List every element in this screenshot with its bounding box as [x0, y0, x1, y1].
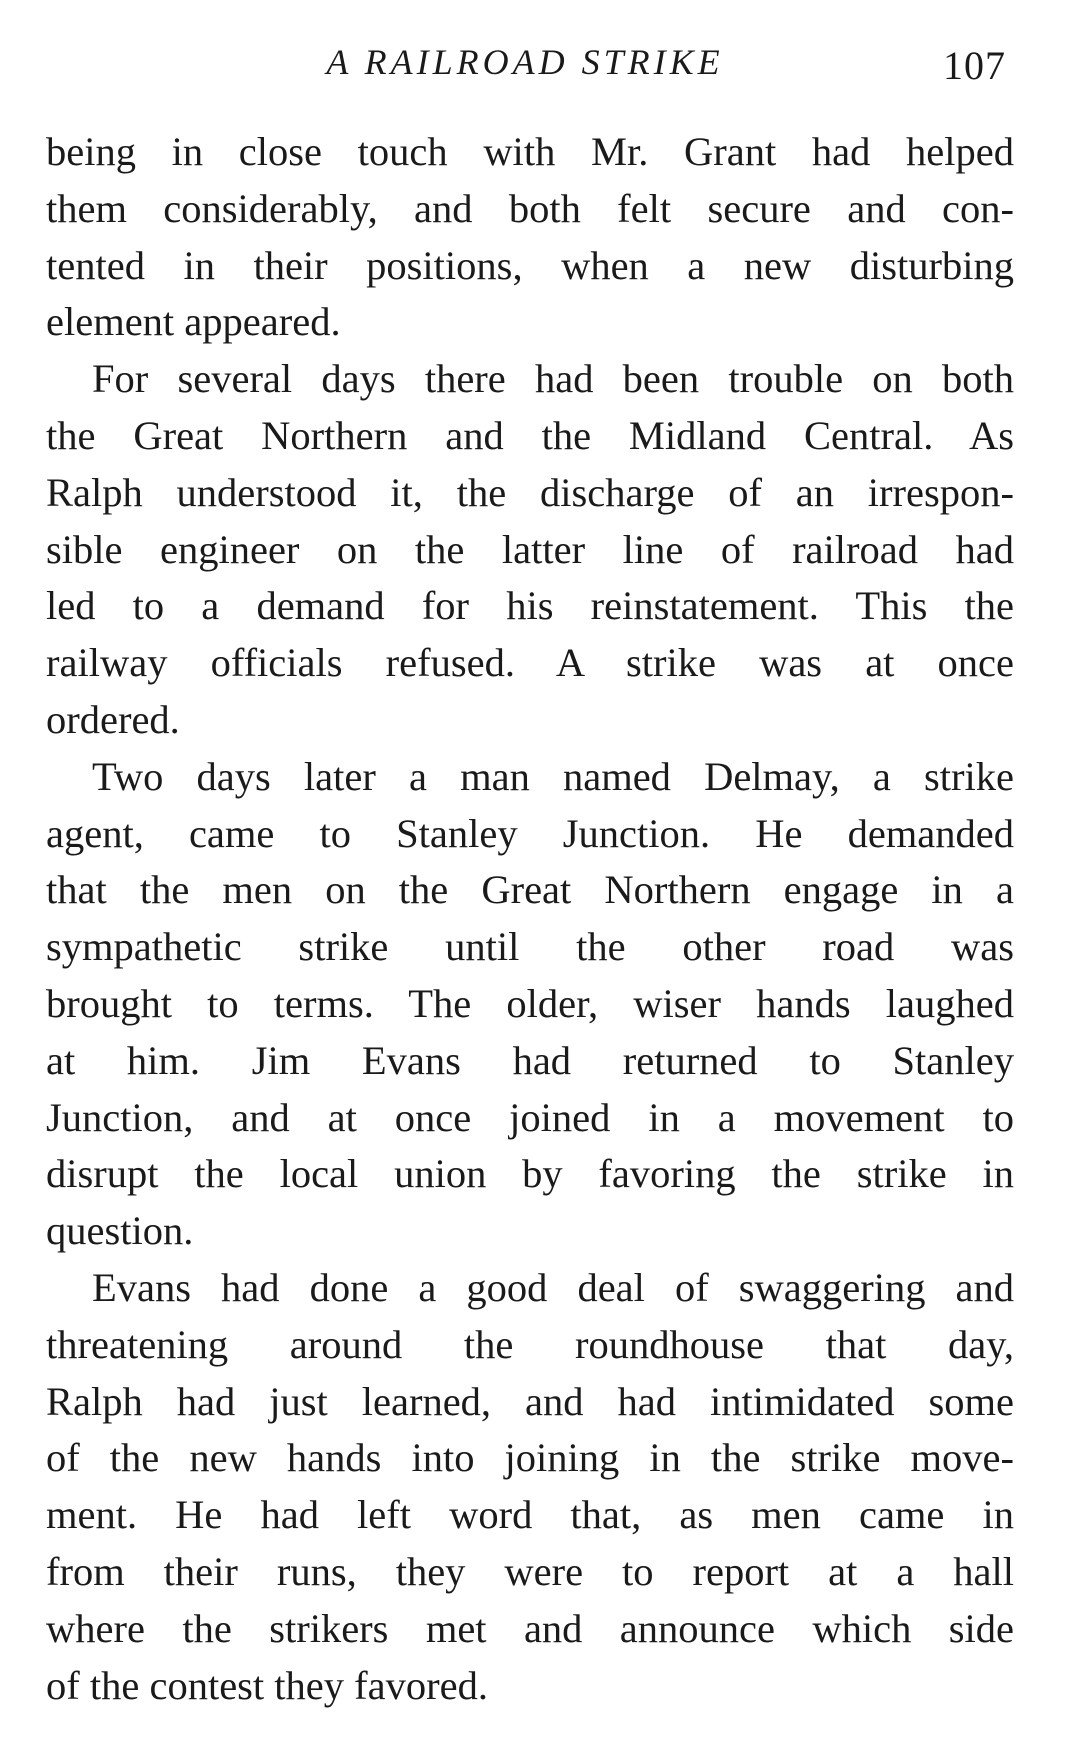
text-line: the Great Northern and the Midland Central. As: [46, 412, 1014, 458]
text-line: For several days there had been trouble on both: [92, 356, 1014, 402]
text-line: Ralph had just learned, and had intimidated some: [46, 1378, 1014, 1424]
text-line: Evans had done a good deal of swaggering and: [92, 1264, 1014, 1310]
text-line: element appeared.: [46, 299, 341, 345]
text-line: question.: [46, 1208, 194, 1254]
paragraph-4: [46, 1260, 1014, 1714]
body-text: [46, 124, 1014, 1714]
text-line: tented in their positions, when a new disturbing: [46, 242, 1014, 288]
paragraph-1: [46, 124, 1014, 351]
running-title: A RAILROAD STRIKE: [326, 42, 724, 82]
text-line: brought to terms. The older, wiser hands laughed: [46, 980, 1014, 1026]
text-line: them considerably, and both felt secure and con-: [46, 185, 1014, 231]
paragraph-2: [46, 351, 1014, 749]
text-line: sympathetic strike until the other road was: [46, 924, 1014, 970]
text-line: from their runs, they were to report at a hall: [46, 1548, 1014, 1594]
text-line: sible engineer on the latter line of railroad had: [46, 526, 1014, 572]
text-line: being in close touch with Mr. Grant had helped: [46, 129, 1014, 174]
text-line: where the strikers met and announce which side: [46, 1605, 1014, 1651]
text-line: at him. Jim Evans had returned to Stanley: [46, 1037, 1014, 1083]
text-line: railway officials refused. A strike was at once: [46, 640, 1014, 686]
text-line: Ralph understood it, the discharge of an irrespon-: [46, 469, 1014, 515]
text-line: threatening around the roundhouse that day,: [46, 1321, 1014, 1367]
text-line: of the contest they favored.: [46, 1662, 488, 1708]
text-line: disrupt the local union by favoring the strike in: [46, 1151, 1014, 1197]
text-line: Junction, and at once joined in a movement to: [46, 1094, 1014, 1140]
text-line: that the men on the Great Northern engage in a: [46, 867, 1014, 913]
text-line: of the new hands into joining in the strike move-: [46, 1435, 1014, 1481]
text-line: led to a demand for his reinstatement. This the: [46, 583, 1014, 629]
text-line: agent, came to Stanley Junction. He demanded: [46, 810, 1014, 856]
paragraph-3: [46, 749, 1014, 1260]
text-line: Two days later a man named Delmay, a strike: [92, 753, 1014, 799]
text-line: ment. He had left word that, as men came in: [46, 1492, 1014, 1538]
page-number: 107: [943, 43, 1006, 88]
text-line: ordered.: [46, 696, 180, 742]
